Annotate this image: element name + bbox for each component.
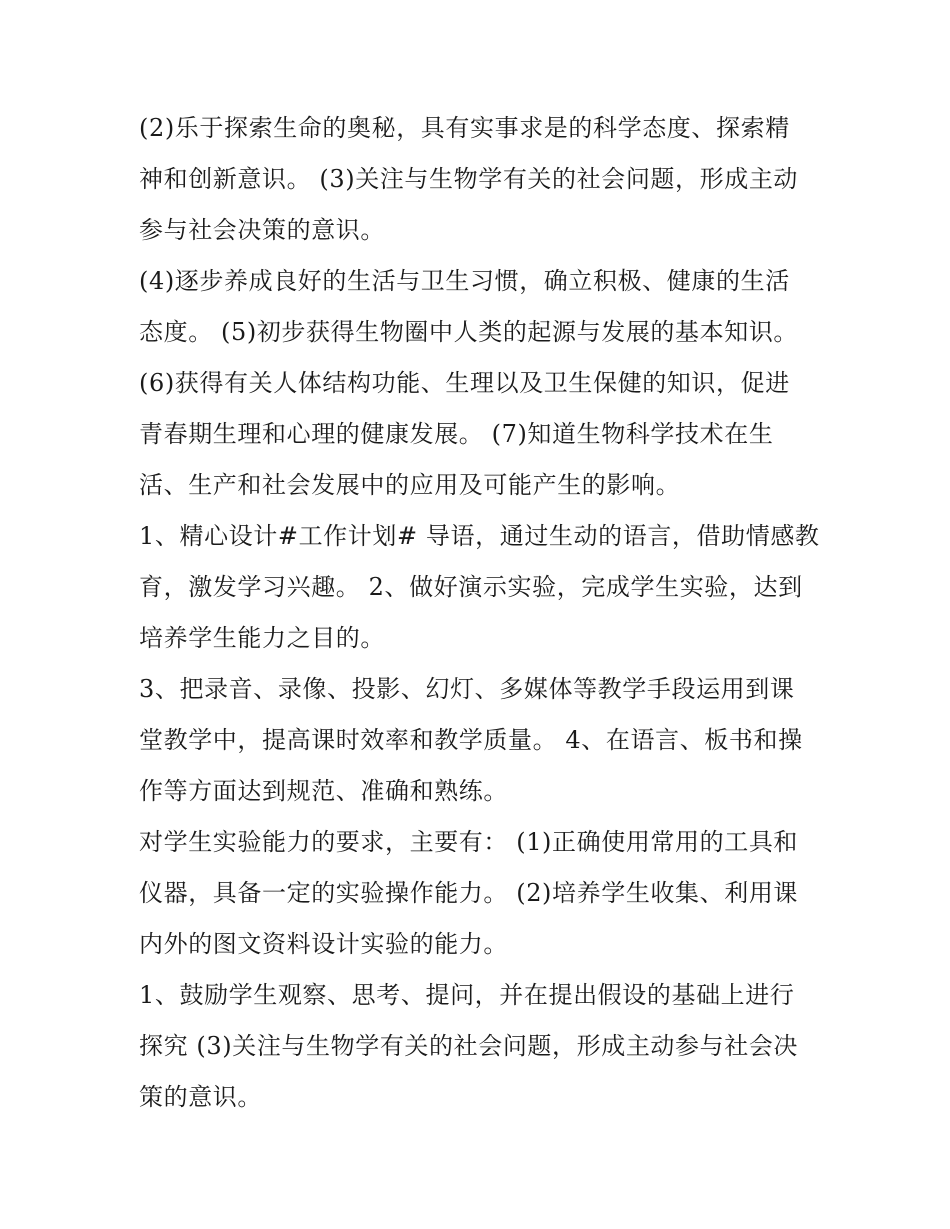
text-line: 对学生实验能力的要求，主要有： (1)正确使用常用的工具和 (139, 828, 799, 856)
paragraph-experiment-requirements (139, 817, 819, 970)
paragraph-goals-6-7 (139, 358, 819, 511)
text-line: 仪器，具备一定的实验操作能力。 (2)培养学生收集、利用课 (139, 879, 799, 907)
paragraph-goals-2-3 (139, 103, 819, 256)
text-line: 态度。 (5)初步获得生物圈中人类的起源与发展的基本知识。 (139, 318, 799, 346)
text-line: 1、鼓励学生观察、思考、提问，并在提出假设的基础上进行 (139, 981, 795, 1009)
text-line: 青春期生理和心理的健康发展。 (7)知道生物科学技术在生 (139, 420, 774, 448)
text-line: 堂教学中，提高课时效率和教学质量。 4、在语言、板书和操 (139, 726, 803, 754)
text-line: (2)乐于探索生命的奥秘，具有实事求是的科学态度、探索精 (139, 114, 790, 142)
text-line: 探究 (3)关注与生物学有关的社会问题，形成主动参与社会决 (139, 1032, 799, 1060)
paragraph-inquiry (139, 970, 819, 1123)
text-line: 作等方面达到规范、准确和熟练。 (139, 777, 508, 805)
text-line: (4)逐步养成良好的生活与卫生习惯，确立积极、健康的生活 (139, 267, 790, 295)
text-line: 内外的图文资料设计实验的能力。 (139, 930, 508, 958)
text-line: 3、把录音、录像、投影、幻灯、多媒体等教学手段运用到课 (139, 675, 795, 703)
paragraph-goals-4-5 (139, 256, 819, 358)
paragraph-method-1-2 (139, 511, 819, 664)
text-line: 培养学生能力之目的。 (139, 624, 385, 652)
document-body (139, 103, 819, 1123)
text-line: 神和创新意识。 (3)关注与生物学有关的社会问题，形成主动 (139, 165, 799, 193)
text-line: 1、精心设计#工作计划# 导语，通过生动的语言，借助情感教 (139, 522, 820, 550)
paragraph-method-3-4 (139, 664, 819, 817)
text-line: 参与社会决策的意识。 (139, 216, 385, 244)
text-line: (6)获得有关人体结构功能、生理以及卫生保健的知识，促进 (139, 369, 790, 397)
text-line: 活、生产和社会发展中的应用及可能产生的影响。 (139, 471, 681, 499)
text-line: 育，激发学习兴趣。 2、做好演示实验，完成学生实验，达到 (139, 573, 803, 601)
text-line: 策的意识。 (139, 1083, 262, 1111)
